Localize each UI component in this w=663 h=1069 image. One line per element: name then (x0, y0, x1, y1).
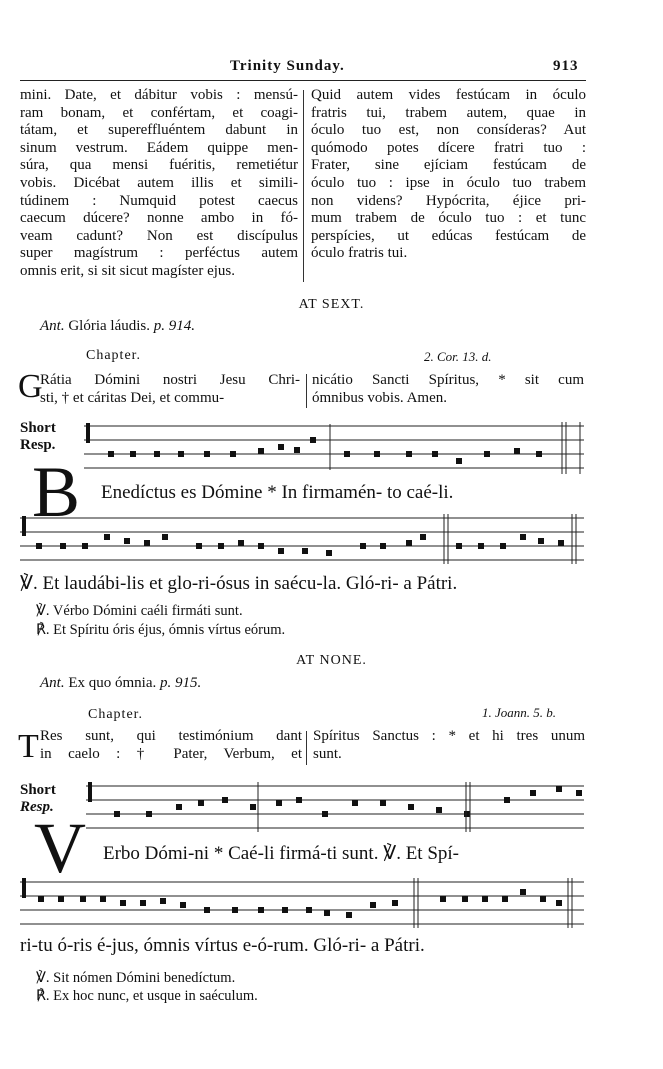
none-chapter-left (40, 728, 302, 763)
none-antiphon (40, 675, 201, 692)
text-line: non videns? Hypócrita, éjice pri- (311, 192, 586, 209)
antiphon-page: p. 914. (153, 318, 195, 334)
chapter-line: Res sunt, qui testimónium dant (40, 728, 302, 744)
antiphon-prefix: Ant. (40, 318, 65, 334)
versicle: ℣. Sit nómen Dómini benedíctum. (36, 970, 236, 986)
none-chapter-ref: 1. Joann. 5. b. (482, 705, 557, 720)
chapter-line: Spíritus Sanctus : * et hi tres unum (313, 728, 585, 744)
text-line: óculo tuo est, non consíderas? Aut (311, 122, 586, 139)
text-line: ram bonam, et confértam, et coagi- (20, 104, 298, 121)
short-resp-label (20, 420, 56, 454)
chapter-line: Rátia Dómini nostri Jesu Chri- (40, 372, 300, 388)
text-line: mini. Date, et dábitur vobis : mensú- (20, 87, 298, 103)
text-line: túdinem : Numquid potest caecus (20, 192, 298, 209)
none-chapter-label: Chapter. (88, 707, 144, 722)
text-line: Frater, sine ejíciam festúcam de (311, 157, 586, 174)
chapter-line: in caelo : † Pater, Verbum, et (40, 745, 302, 762)
text-line: óculo tuo : ipse in óculo tuo trabem (311, 174, 586, 191)
text-line: fratris tui, trabem autem, quae in (311, 104, 586, 121)
chapter-line: nicátio Sancti Spíritus, * sit cum (312, 372, 584, 388)
none-heading: AT NONE. (296, 653, 367, 668)
music-staff (20, 872, 586, 930)
text-line: súra, qua mensi fuéritis, remetiétur (20, 157, 298, 174)
music-staff (20, 510, 586, 568)
label-line: Resp. (20, 799, 54, 815)
label-line: Short (20, 420, 56, 436)
label-line: Resp. (20, 437, 56, 453)
header-rule (20, 80, 586, 81)
text-line: Quid autem vides festúcam in óculo (311, 87, 586, 103)
antiphon-text: Ex quo ómnia. (68, 675, 157, 691)
column-divider (306, 731, 307, 765)
none-chapter-initial: T (18, 728, 39, 765)
chapter-line: sunt. (313, 745, 342, 762)
resp-initial: B (32, 452, 81, 532)
chant-lyrics: Enedíctus es Dómine * In firmamén- to caé-li. (101, 482, 454, 503)
left-column (20, 87, 298, 281)
antiphon-text: Glória láudis. (68, 318, 150, 334)
sext-chapter-initial: G (18, 368, 43, 405)
label-line: Short (20, 782, 56, 798)
column-divider (303, 90, 304, 282)
antiphon-prefix: Ant. (40, 675, 65, 691)
text-line: omnis erit, si sit sicut magíster ejus. (20, 262, 235, 279)
text-line: mum trabem de óculo tuo : et tunc (311, 210, 586, 227)
chant-lyrics: ℣. Et laudábi-lis et glo-ri-ósus in saécu-la. Gló-ri- a Pátri. (20, 573, 458, 594)
text-line: quómodo potes dícere fratri tuo : (311, 139, 586, 156)
sext-heading: AT SEXT. (298, 297, 365, 312)
response: ℟. Ex hoc nunc, et usque in saéculum. (36, 988, 258, 1004)
music-staff (86, 776, 586, 834)
antiphon-page: p. 915. (160, 675, 202, 691)
chapter-line: sti, † et cáritas Dei, et commu- (40, 389, 225, 406)
chant-lyrics: Erbo Dómi-ni * Caé-li firmá-ti sunt. ℣. Et Spí- (103, 843, 459, 864)
text-line: sinum vestrum. Eádem quippe men- (20, 139, 298, 156)
sext-antiphon (40, 318, 195, 335)
text-line: vobis. Dicébat autem illis et simili- (20, 174, 298, 191)
sext-chapter-left (40, 372, 300, 407)
sext-chapter-right (312, 372, 584, 407)
chant-lyrics: ri-tu ó-ris é-jus, ómnis vírtus e-ó-rum. Gló-ri- a Pátri. (20, 935, 425, 956)
music-staff (84, 420, 586, 476)
versicle: ℣. Vérbo Dómini caéli firmáti sunt. (36, 603, 243, 619)
text-line: super magístrum : perféctus autem (20, 245, 298, 262)
running-header: Trinity Sunday. (230, 58, 345, 74)
text-line: veam cadunt? Non est discípulus (20, 227, 298, 244)
sext-chapter-ref: 2. Cor. 13. d. (424, 349, 492, 364)
resp-initial: V (34, 808, 86, 888)
right-column (311, 87, 586, 263)
text-line: caecum dúcere? nonne ambo in fó- (20, 210, 298, 227)
chapter-line: ómnibus vobis. Amen. (312, 389, 448, 406)
text-line: tátam, et supereffluéntem dabunt in (20, 122, 298, 139)
response: ℟. Et Spíritu óris éjus, ómnis vírtus eórum. (36, 622, 286, 638)
sext-chapter-label: Chapter. (86, 348, 142, 363)
column-divider (306, 374, 307, 408)
page-number: 913 (553, 58, 579, 74)
text-line: óculo fratris tui. (311, 245, 408, 262)
none-chapter-right (313, 728, 585, 763)
text-line: perspícies, ut edúcas festúcam de (311, 227, 586, 244)
